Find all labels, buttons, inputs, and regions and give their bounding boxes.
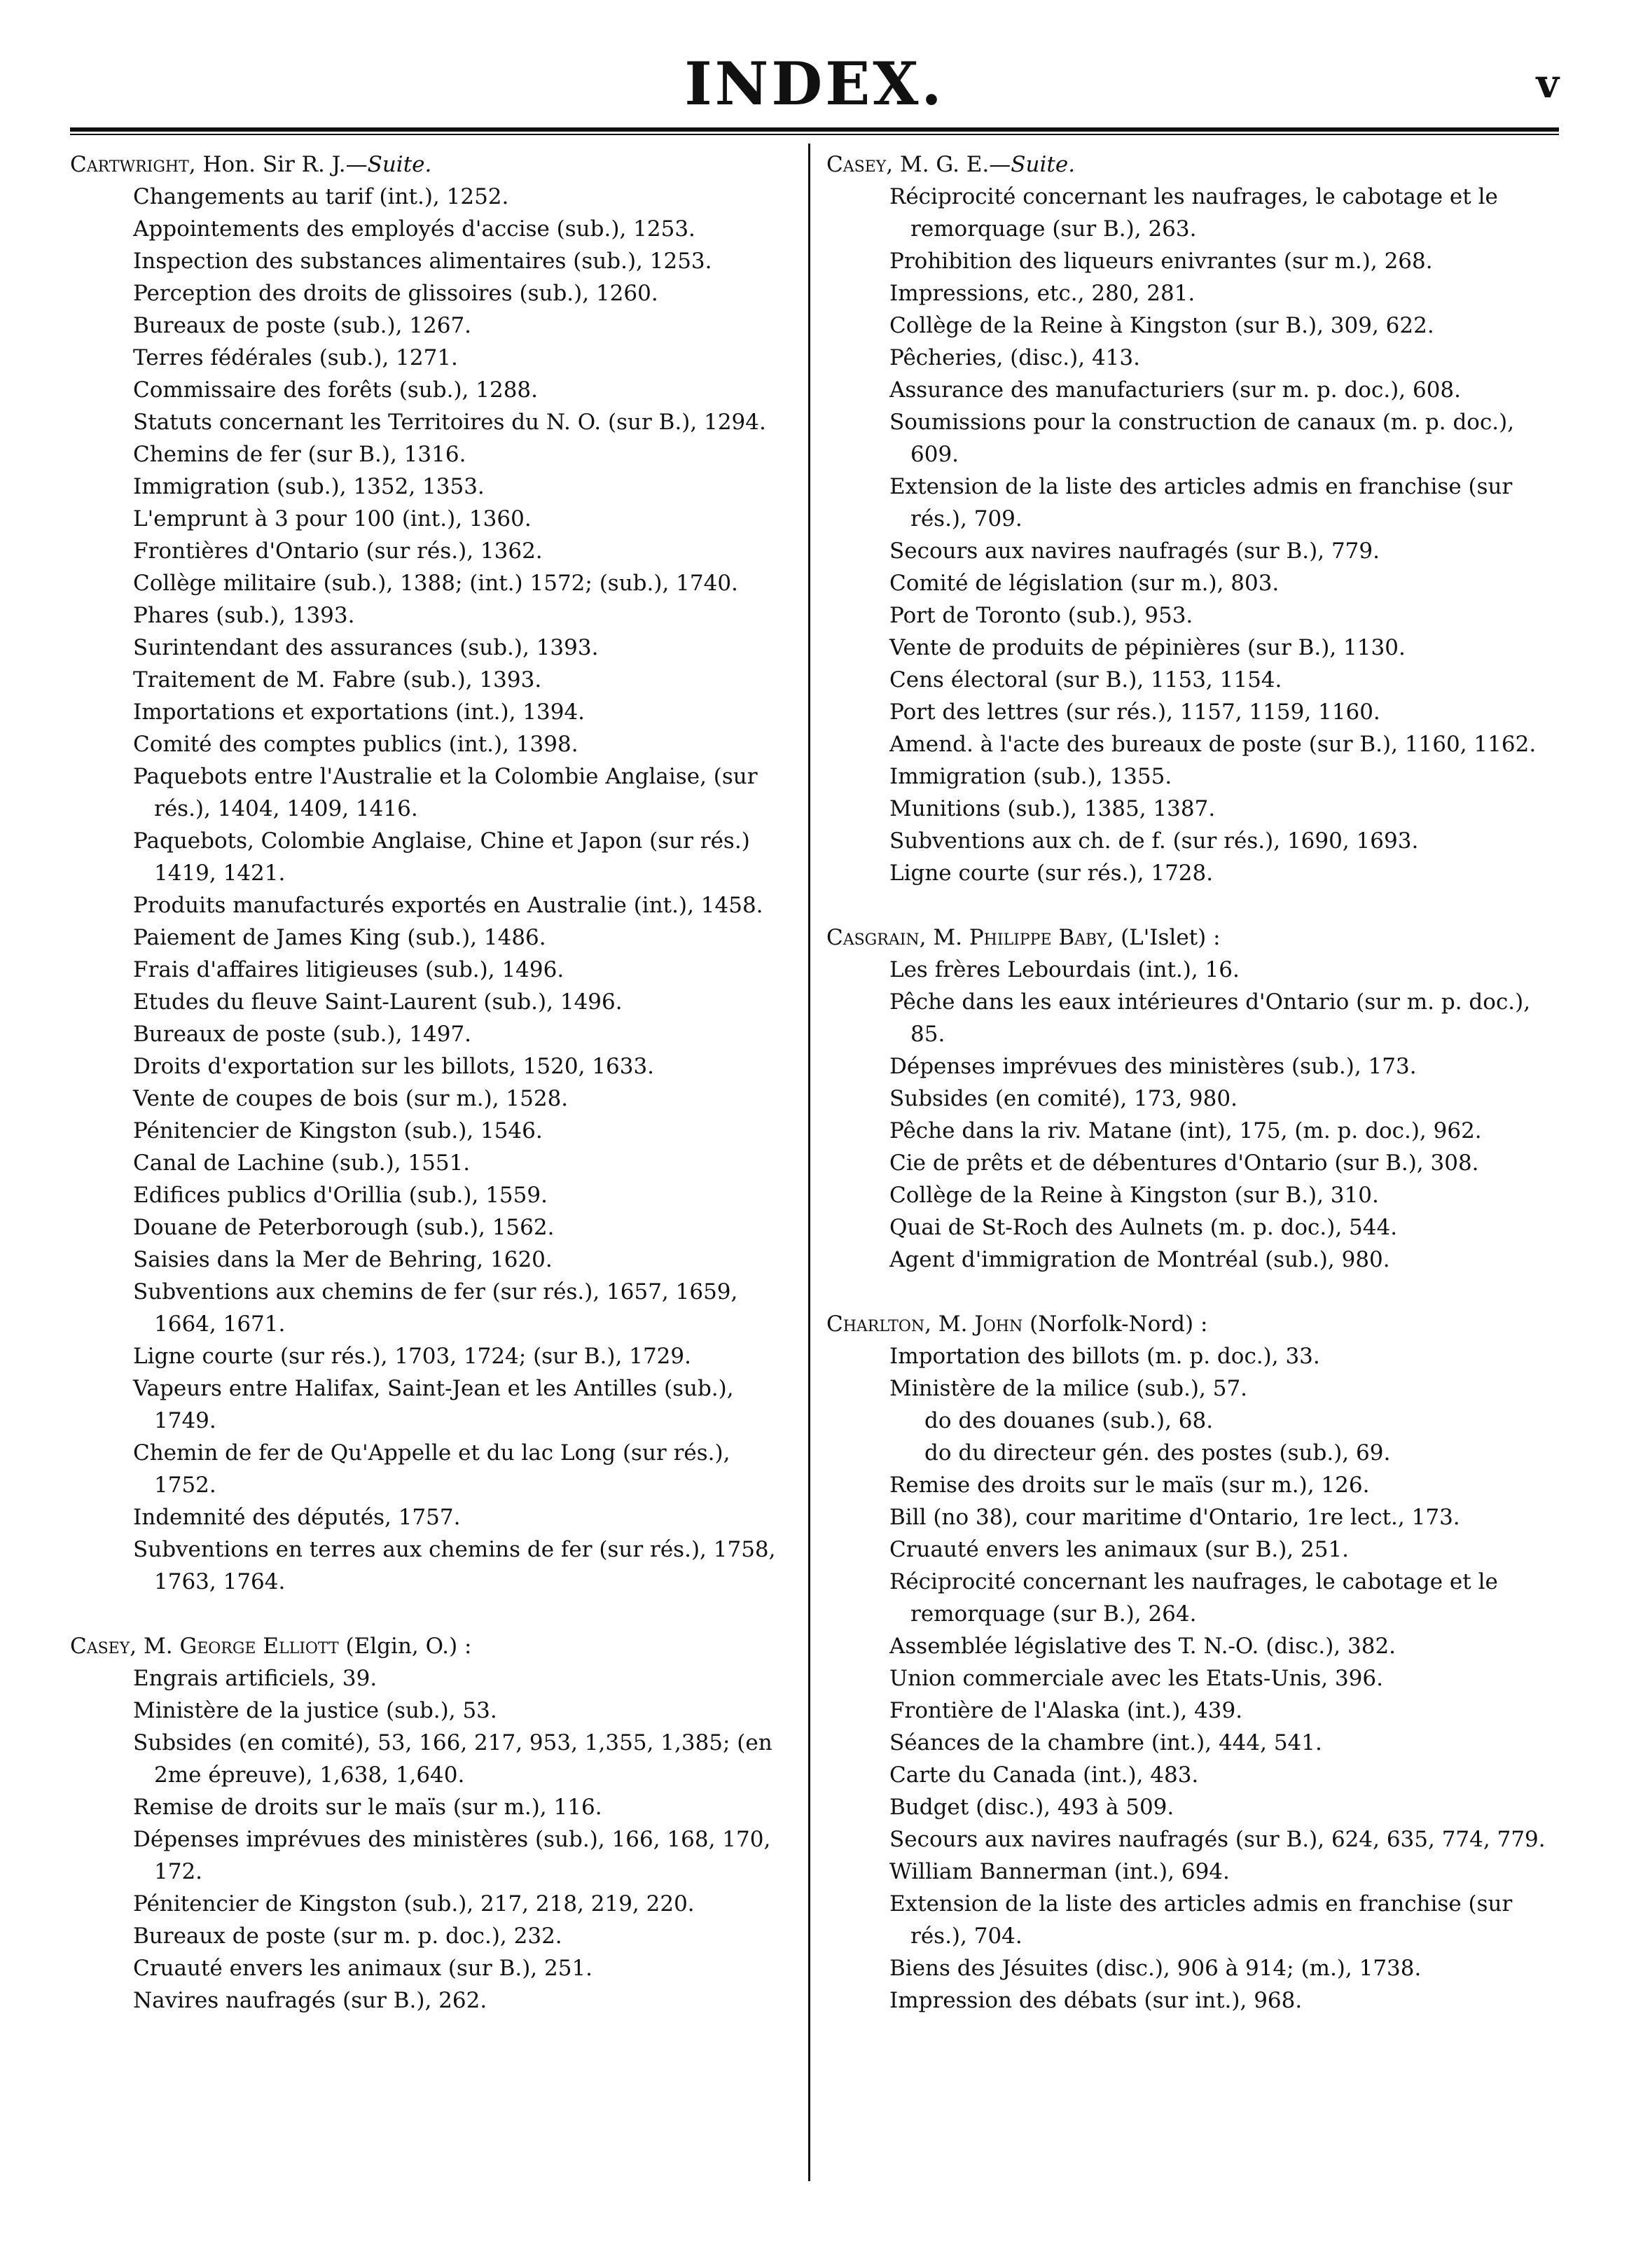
section-heading [826,148,1555,181]
section-heading [70,1630,791,1662]
index-entry: Frais d'affaires litigieuses (sub.), 1496. [133,957,564,982]
index-entry: Perception des droits de glissoires (sub.), 1260. [133,281,658,306]
index-entry: Bureaux de poste (sur m. p. doc.), 232. [133,1923,562,1949]
index-entry: Vapeurs entre Halifax, Saint-Jean et les Antilles (sub.), 1749. [133,1376,734,1433]
index-entry: Pêcheries, (disc.), 413. [889,345,1140,370]
index-entry: Saisies dans la Mer de Behring, 1620. [133,1247,553,1272]
index-entry: Carte du Canada (int.), 483. [889,1762,1199,1788]
index-entry: Frontière de l'Alaska (int.), 439. [889,1698,1243,1723]
person-name: Casey [826,152,887,177]
index-entry: Séances de la chambre (int.), 444, 541. [889,1730,1322,1755]
page-title: INDEX. [684,49,945,118]
index-entry: Pénitencier de Kingston (sub.), 217, 218, 219, 220. [133,1891,695,1916]
person-name: Charlton [826,1312,925,1337]
index-entry: Immigration (sub.), 1352, 1353. [133,474,485,499]
person-name: Casey [70,1634,130,1659]
index-entry: Ligne courte (sur rés.), 1703, 1724; (sur B.), 1729. [133,1344,691,1369]
header-rule [70,127,1559,135]
index-entry: Impression des débats (sur int.), 968. [889,1988,1303,2013]
index-entry: Importation des billots (m. p. doc.), 33. [889,1344,1320,1369]
index-entry: Subventions en terres aux chemins de fer (sur rés.), 1758, 1763, 1764. [133,1537,776,1594]
index-entry: Surintendant des assurances (sub.), 1393. [133,635,599,660]
index-entry: Pêche dans la riv. Matane (int), 175, (m. p. doc.), 962. [889,1118,1482,1143]
index-entry: Subventions aux chemins de fer (sur rés.), 1657, 1659, 1664, 1671. [133,1279,738,1337]
index-entry: Remise des droits sur le maïs (sur m.), 126. [889,1473,1370,1498]
index-entry: Amend. à l'acte des bureaux de poste (sur B.), 1160, 1162. [889,732,1537,757]
index-entry: Appointements des employés d'accise (sub.), 1253. [133,216,695,242]
index-entry: Port des lettres (sur rés.), 1157, 1159, 1160. [889,700,1380,725]
index-entry: Assurance des manufacturiers (sur m. p. doc.), 608. [889,377,1462,403]
index-entry: Bureaux de poste (sub.), 1267. [133,313,472,338]
index-section [826,1308,1555,2017]
index-entry: Prohibition des liqueurs enivrantes (sur m.), 268. [889,249,1433,274]
index-entry: Paquebots entre l'Australie et la Colombie Anglaise, (sur rés.), 1404, 1409, 1416. [133,764,758,821]
index-entry: Soumissions pour la construction de canaux (m. p. doc.), 609. [889,410,1515,467]
index-entry: Indemnité des députés, 1757. [133,1505,461,1530]
index-entry: Agent d'immigration de Montréal (sub.), 980. [889,1247,1390,1272]
person-given-name: John [974,1312,1023,1337]
index-entry: Bureaux de poste (sub.), 1497. [133,1022,472,1047]
person-name: Casgrain [826,925,920,950]
index-entry: Comité de législation (sur m.), 803. [889,571,1280,596]
heading-riding: (Elgin, O.) : [338,1634,472,1659]
index-entry: Vente de coupes de bois (sur m.), 1528. [133,1086,569,1111]
index-entry: Paquebots, Colombie Anglaise, Chine et Japon (sur rés.) 1419, 1421. [133,828,750,886]
heading-text: , Hon. Sir R. J.— [188,152,368,177]
index-entry: L'emprunt à 3 pour 100 (int.), 1360. [133,506,532,531]
index-entry: Commissaire des forêts (sub.), 1288. [133,377,539,403]
left-column [70,148,791,2017]
index-entry: Dépenses imprévues des ministères (sub.), 173. [889,1054,1417,1079]
index-entry: Changements au tarif (int.), 1252. [133,184,509,209]
index-entry: Subventions aux ch. de f. (sur rés.), 1690, 1693. [889,828,1419,854]
index-entry: Ligne courte (sur rés.), 1728. [889,861,1214,886]
index-entry: Droits d'exportation sur les billots, 1520, 1633. [133,1054,655,1079]
index-entry: Quai de St-Roch des Aulnets (m. p. doc.), 544. [889,1215,1398,1240]
index-entry: Réciprocité concernant les naufrages, le cabotage et le remorquage (sur B.), 263. [889,184,1498,242]
index-entry: do des douanes (sub.), 68. [924,1408,1214,1433]
index-entry: Budget (disc.), 493 à 509. [889,1795,1174,1820]
column-divider [808,144,810,2181]
index-entry: Dépenses imprévues des ministères (sub.), 166, 168, 170, 172. [133,1827,771,1884]
heading-suite: Suite. [1011,152,1076,177]
index-entry: Ministère de la milice (sub.), 57. [889,1376,1248,1401]
index-entry: Extension de la liste des articles admis en franchise (sur rés.), 704. [889,1891,1513,1949]
index-entry: Vente de produits de pépinières (sur B.), 1130. [889,635,1406,660]
index-entry: Collège militaire (sub.), 1388; (int.) 1572; (sub.), 1740. [133,571,738,596]
page-header [70,49,1559,119]
index-section [70,1630,791,2017]
index-entry: Ministère de la justice (sub.), 53. [133,1698,497,1723]
index-entry: William Bannerman (int.), 694. [889,1859,1230,1884]
index-section [826,148,1555,889]
person-given-name: George Elliott [179,1634,339,1659]
index-entry: Secours aux navires naufragés (sur B.), 624, 635, 774, 779. [889,1827,1546,1852]
index-entry: Bill (no 38), cour maritime d'Ontario, 1re lect., 173. [889,1505,1460,1530]
heading-text: , M. G. E.— [886,152,1011,177]
index-entry: Secours aux navires naufragés (sur B.), 779. [889,538,1380,564]
index-entry: Navires naufragés (sur B.), 262. [133,1988,487,2013]
right-column [826,148,1555,2017]
index-section [826,921,1555,1276]
index-entry: Subsides (en comité), 173, 980. [889,1086,1238,1111]
heading-riding: (Norfolk-Nord) : [1023,1312,1208,1337]
index-entry: Port de Toronto (sub.), 953. [889,603,1193,628]
index-entry: Edifices publics d'Orillia (sub.), 1559. [133,1183,548,1208]
index-entry: Impressions, etc., 280, 281. [889,281,1195,306]
heading-text: , M. [130,1634,180,1659]
index-entry: Assemblée législative des T. N.-O. (disc.), 382. [889,1634,1396,1659]
index-entry: Réciprocité concernant les naufrages, le cabotage et le remorquage (sur B.), 264. [889,1569,1498,1627]
index-entry: Terres fédérales (sub.), 1271. [133,345,458,370]
heading-text: , M. [924,1312,975,1337]
heading-riding: , (L'Islet) : [1107,925,1221,950]
index-entry: Importations et exportations (int.), 1394. [133,700,585,725]
index-entry: Cruauté envers les animaux (sur B.), 251. [889,1537,1350,1562]
index-entry: Remise de droits sur le maïs (sur m.), 116. [133,1795,602,1820]
index-entry: Cens électoral (sur B.), 1153, 1154. [889,667,1282,693]
index-entry: Frontières d'Ontario (sur rés.), 1362. [133,538,543,564]
index-entry: Statuts concernant les Territoires du N. O. (sur B.), 1294. [133,410,766,435]
index-entry: Immigration (sub.), 1355. [889,764,1172,789]
index-entry: Munitions (sub.), 1385, 1387. [889,796,1216,821]
index-entry: Douane de Peterborough (sub.), 1562. [133,1215,555,1240]
person-given-name: Philippe Baby [969,925,1107,950]
heading-suite: Suite. [367,152,432,177]
index-entry: Cie de prêts et de débentures d'Ontario (sur B.), 308. [889,1150,1479,1176]
index-entry: Comité des comptes publics (int.), 1398. [133,732,578,757]
section-heading [70,148,791,181]
index-entry: Collège de la Reine à Kingston (sur B.), 310. [889,1183,1379,1208]
index-entry: Les frères Lebourdais (int.), 16. [889,957,1240,982]
index-entry: Engrais artificiels, 39. [133,1666,377,1691]
heading-text: , M. [919,925,969,950]
section-heading [826,921,1555,954]
index-entry: Etudes du fleuve Saint-Laurent (sub.), 1496. [133,989,623,1015]
index-section [70,148,791,1598]
index-entry: Cruauté envers les animaux (sur B.), 251. [133,1956,593,1981]
index-entry: Chemins de fer (sur B.), 1316. [133,442,466,467]
index-entry: Union commerciale avec les Etats-Unis, 396. [889,1666,1383,1691]
index-entry: Phares (sub.), 1393. [133,603,355,628]
index-entry: Pénitencier de Kingston (sub.), 1546. [133,1118,543,1143]
person-name: Cartwright [70,152,189,177]
page-number: v [1536,61,1559,107]
index-entry: Paiement de James King (sub.), 1486. [133,925,546,950]
index-entry: Canal de Lachine (sub.), 1551. [133,1150,471,1176]
index-entry: Biens des Jésuites (disc.), 906 à 914; (m.), 1738. [889,1956,1422,1981]
index-entry: Chemin de fer de Qu'Appelle et du lac Long (sur rés.), 1752. [133,1440,730,1498]
index-entry: Subsides (en comité), 53, 166, 217, 953, 1,355, 1,385; (en 2me épreuve), 1,638, 1,640. [133,1730,772,1788]
index-entry: Extension de la liste des articles admis en franchise (sur rés.), 709. [889,474,1513,531]
index-entry: Collège de la Reine à Kingston (sur B.), 309, 622. [889,313,1434,338]
index-entry: Produits manufacturés exportés en Australie (int.), 1458. [133,893,763,918]
section-heading [826,1308,1555,1340]
index-entry: Inspection des substances alimentaires (sub.), 1253. [133,249,712,274]
index-entry: Traitement de M. Fabre (sub.), 1393. [133,667,542,693]
index-entry: Pêche dans les eaux intérieures d'Ontario (sur m. p. doc.), 85. [889,989,1531,1047]
index-entry: do du directeur gén. des postes (sub.), 69. [924,1440,1391,1466]
